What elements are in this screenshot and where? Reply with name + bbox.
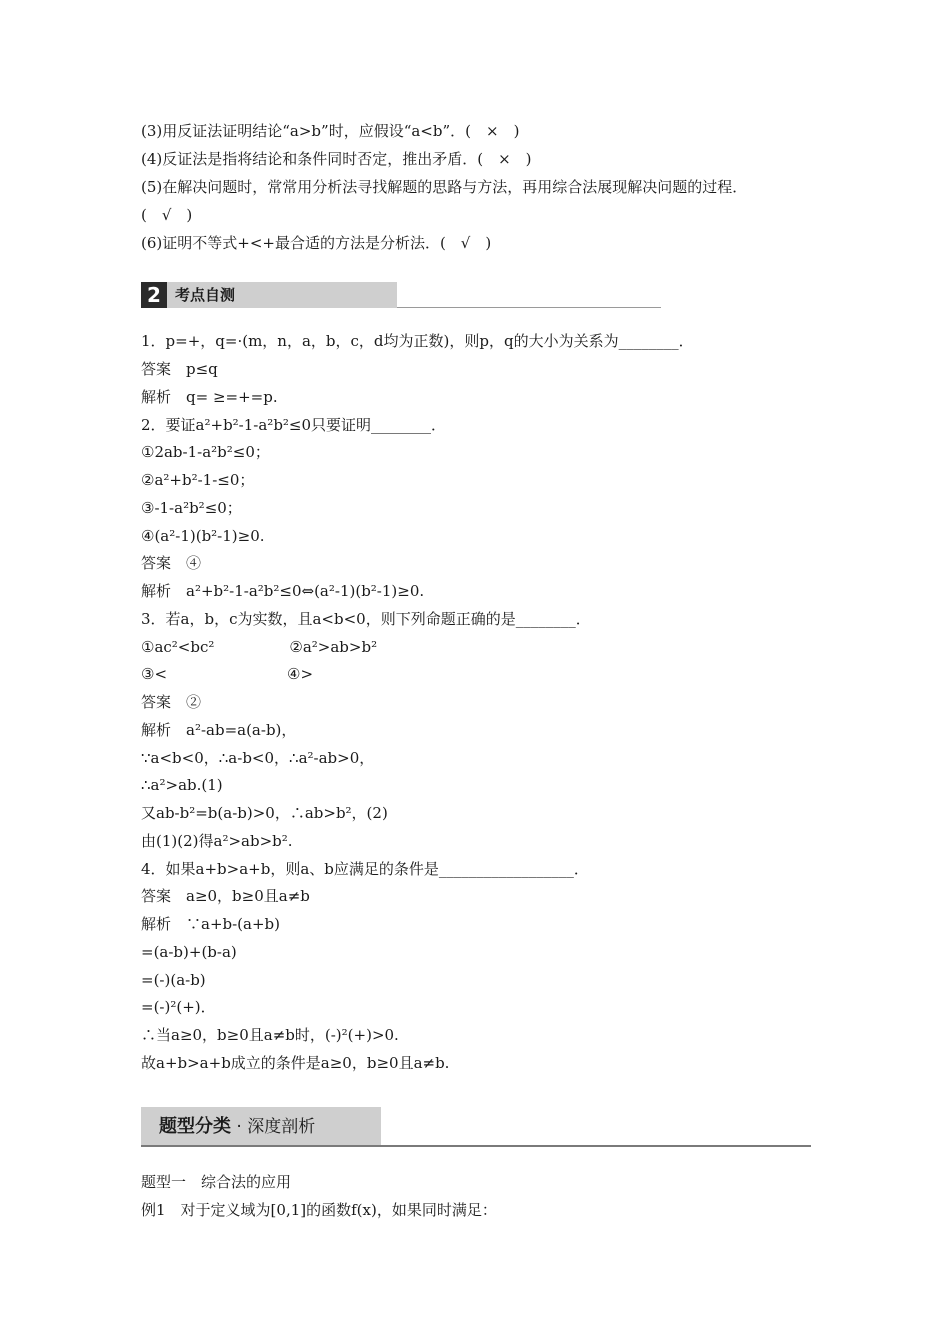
analysis-3-line-4: 又ab-b²=b(a-b)>0，∴ab>b²，(2) (141, 804, 388, 822)
topic-type-1: 题型一 综合法的应用 (141, 1173, 292, 1191)
question-1: 1．p=+，q=·(m，n，a，b，c，d均为正数)，则p，q的大小为关系为________． (141, 332, 694, 350)
statement-4: (4)反证法是指将结论和条件同时否定，推出矛盾．( × ) (141, 150, 532, 168)
analysis-3-line-5: 由(1)(2)得a²>ab>b². (141, 832, 293, 850)
analysis-4-line-2: =(a-b)+(b-a) (141, 943, 237, 961)
section-number: 2 (141, 282, 167, 308)
options-3-a: ①ac²<bc² ②a²>ab>b² (141, 638, 378, 656)
analysis-4-line-5: ∴当a≥0，b≥0且a≠b时，(-)²(+)>0. (141, 1026, 399, 1044)
analysis-3-line-3: ∴a²>ab.(1) (141, 776, 223, 794)
analysis-4-line-6: 故a+b>a+b成立的条件是a≥0，b≥0且a≠b. (141, 1054, 450, 1072)
statement-6: (6)证明不等式+<+最合适的方法是分析法．( √ ) (141, 234, 492, 252)
big-section-title-rest: 深度剖析 (247, 1117, 316, 1137)
big-section-title (141, 1107, 381, 1145)
analysis-4-line-1: 解析 ∵a+b-(a+b) (141, 915, 280, 933)
analysis-1: 解析 q= ≥=+=p. (141, 388, 278, 406)
answer-1: 答案 p≤q (141, 360, 218, 378)
statement-5-answer: ( √ ) (141, 206, 193, 224)
answer-3: 答案 ② (141, 693, 202, 711)
option-2-3: ③-1-a²b²≤0； (141, 499, 242, 517)
analysis-4-line-3: =(-)(a-b) (141, 971, 206, 989)
answer-2: 答案 ④ (141, 554, 202, 572)
answer-4: 答案 a≥0，b≥0且a≠b (141, 887, 310, 905)
example-1: 例1 对于定义域为[0,1]的函数f(x)，如果同时满足： (141, 1201, 497, 1219)
analysis-4-line-4: =(-)²(+)． (141, 998, 216, 1016)
question-2: 2．要证a²+b²-1-a²b²≤0只要证明________． (141, 416, 447, 434)
option-2-2: ②a²+b²-1-≤0； (141, 471, 255, 489)
section-rule (397, 307, 661, 308)
big-section-dot: · (236, 1117, 242, 1137)
analysis-3-line-1: 解析 a²-ab=a(a-b)， (141, 721, 297, 739)
question-4: 4．如果a+b>a+b，则a、b应满足的条件是__________________． (141, 860, 589, 878)
question-3: 3．若a，b，c为实数，且a<b<0，则下列命题正确的是________． (141, 610, 591, 628)
options-3-b: ③< ④> (141, 665, 314, 683)
big-section-rule (141, 1145, 811, 1147)
big-section-title-bold: 题型分类 (159, 1116, 231, 1137)
option-2-4: ④(a²-1)(b²-1)≥0. (141, 527, 265, 545)
statement-3: (3)用反证法证明结论“a>b”时，应假设“a<b”．( × ) (141, 122, 520, 140)
section-title: 考点自测 (167, 282, 397, 308)
section-header-2 (141, 282, 521, 308)
option-2-1: ①2ab-1-a²b²≤0； (141, 443, 270, 461)
analysis-3-line-2: ∵a<b<0，∴a-b<0，∴a²-ab>0， (141, 749, 375, 767)
statement-5: (5)在解决问题时，常常用分析法寻找解题的思路与方法，再用综合法展现解决问题的过程． (141, 178, 748, 196)
big-section-header (141, 1107, 811, 1147)
analysis-2: 解析 a²+b²-1-a²b²≤0⇔(a²-1)(b²-1)≥0. (141, 582, 425, 600)
